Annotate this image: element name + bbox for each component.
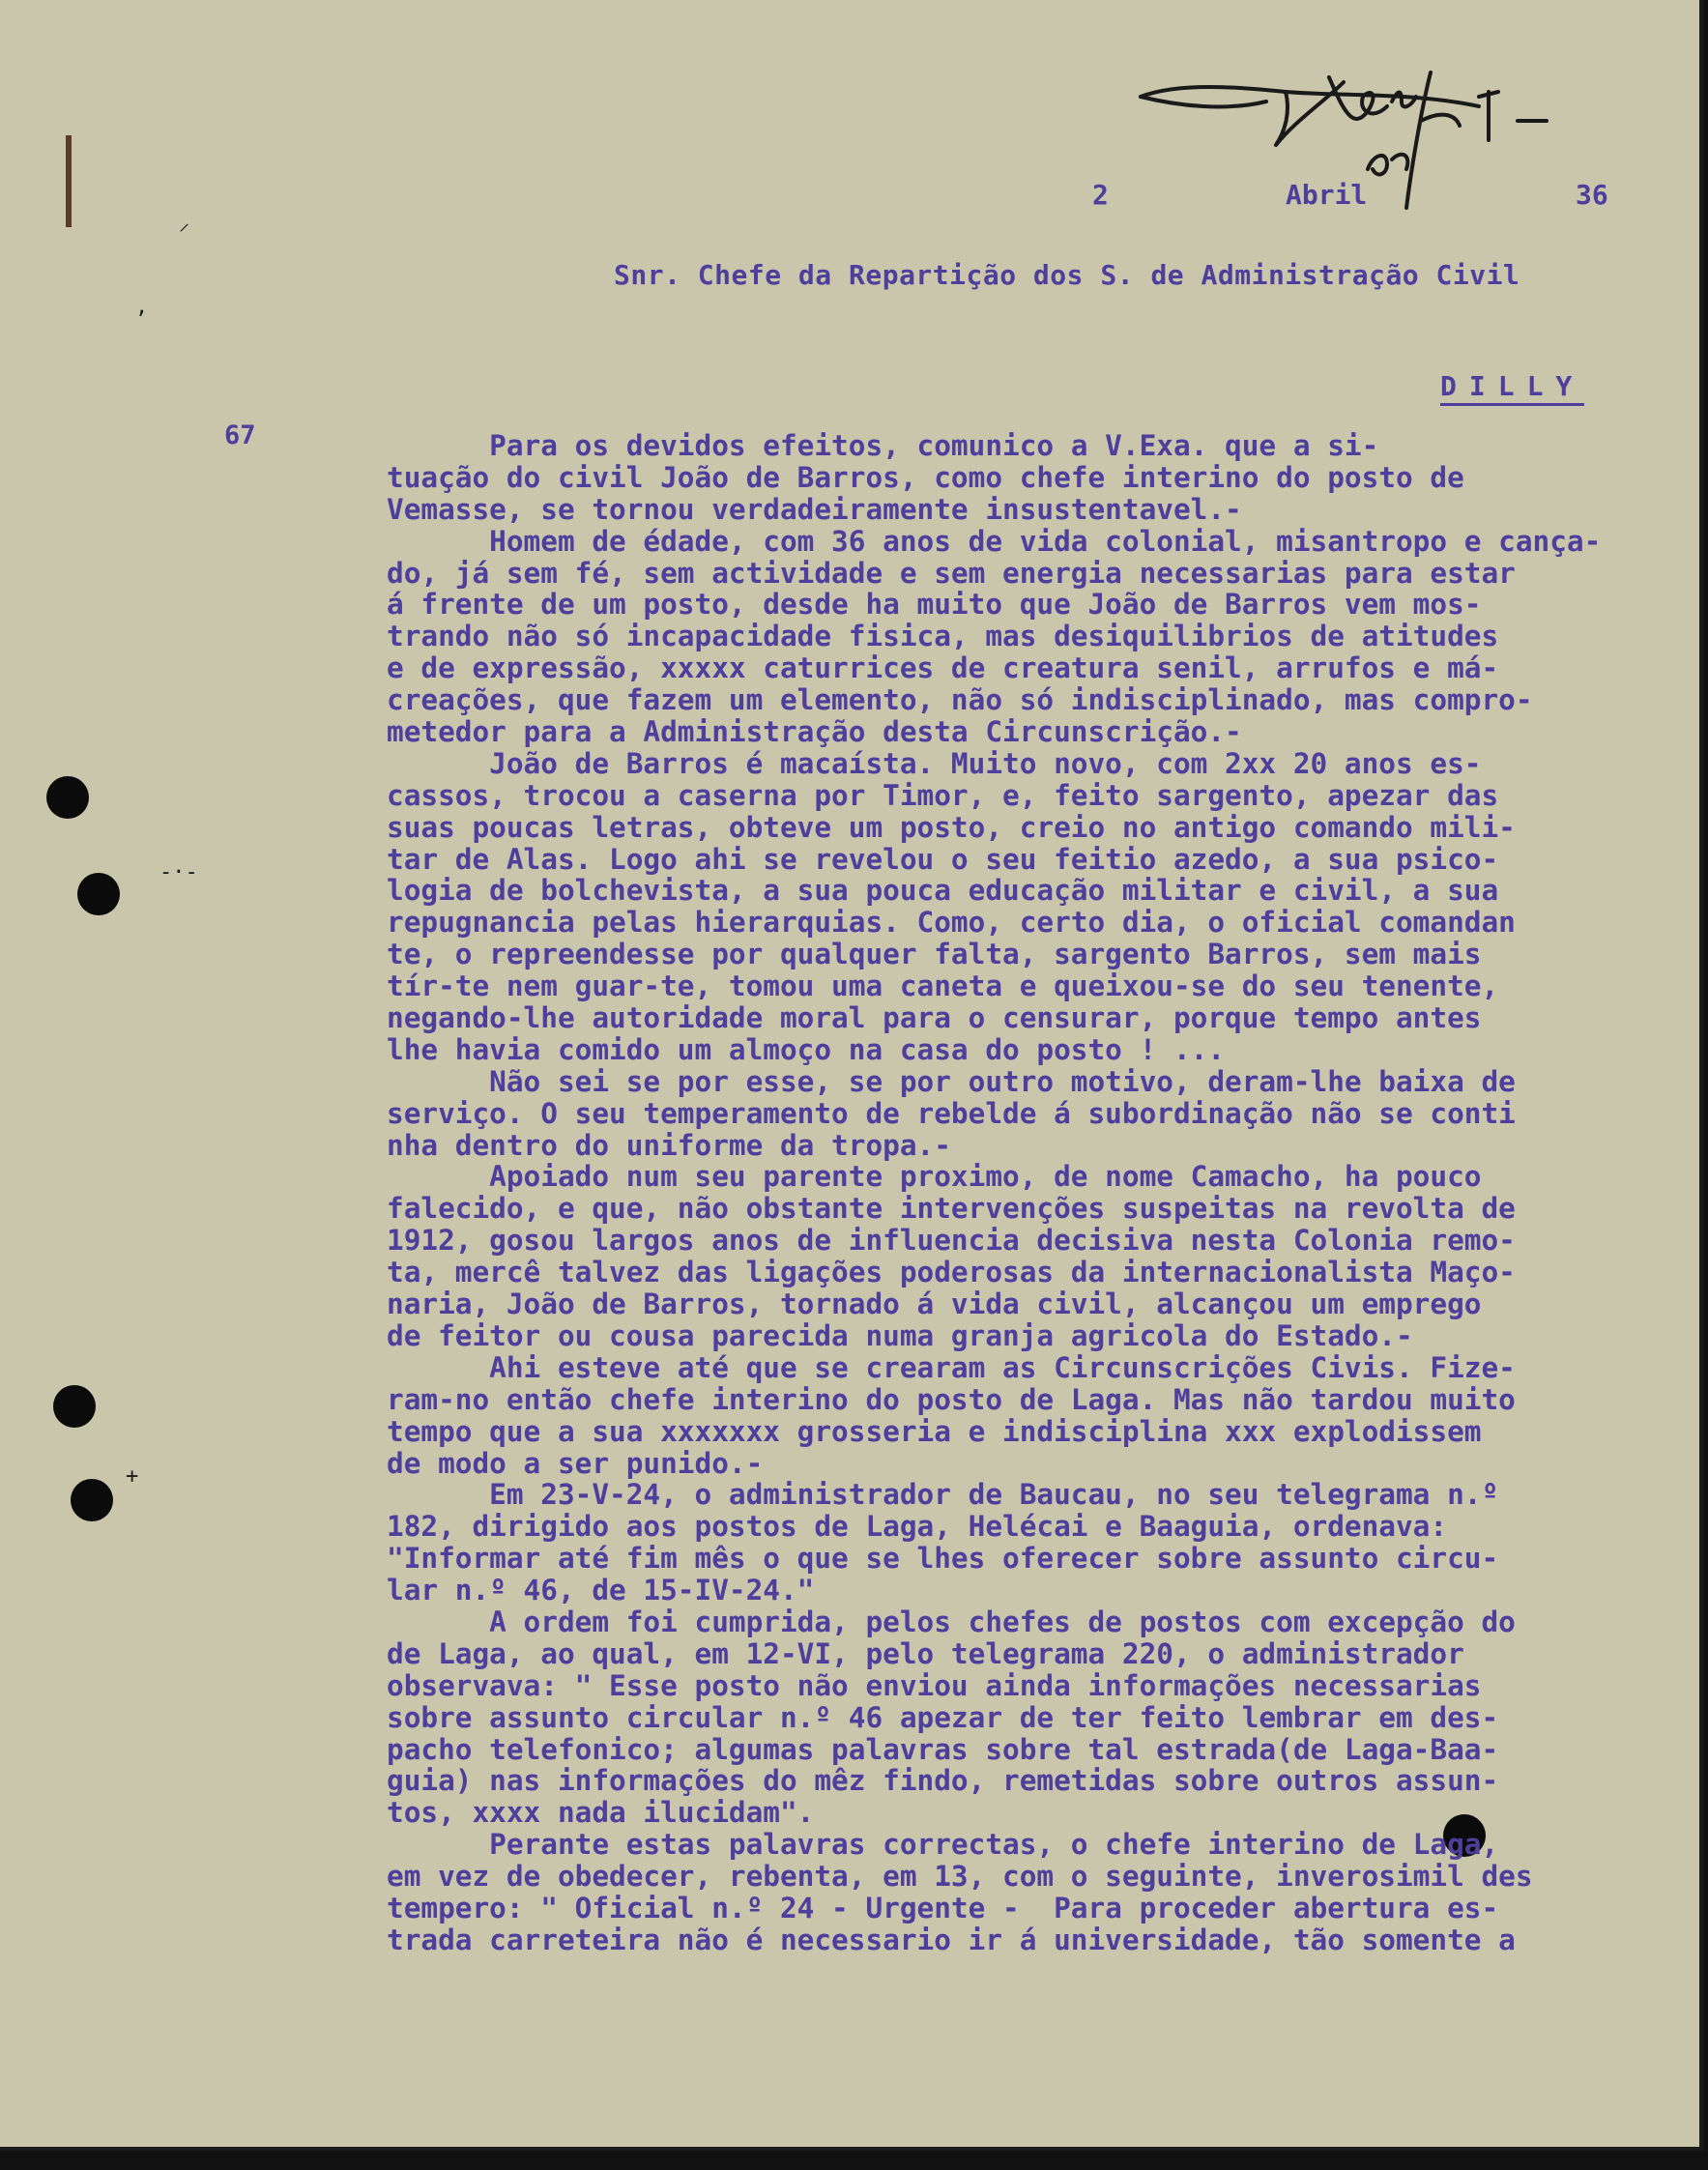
body-line: "Informar até fim mês o que se lhes oferecer sobre assunto circu- [387, 1542, 1499, 1576]
body-line: tempero: " Oficial n.º 24 - Urgente - Para proceder abertura es- [387, 1891, 1499, 1924]
body-line: pacho telefonico; algumas palavras sobre tal estrada(de Laga-Baa- [387, 1732, 1499, 1766]
body-line: suas poucas letras, obteve um posto, creio no antigo comando mili- [387, 810, 1516, 844]
body-line: Não sei se por esse, se por outro motivo, deram-lhe baixa de [387, 1064, 1516, 1098]
body-line: sobre assunto circular n.º 46 apezar de ter feito lembrar em des- [387, 1700, 1499, 1734]
punch-hole-2 [77, 873, 120, 915]
body-line: falecido, e que, não obstante intervenções suspeitas na revolta de [387, 1192, 1516, 1226]
body-line: naria, João de Barros, tornado á vida civil, alcançou um emprego [387, 1288, 1482, 1321]
body-line: guia) nas informações do mêz findo, remetidas sobre outros assun- [387, 1764, 1499, 1798]
body-line: tar de Alas. Logo ahi se revelou o seu feitio azedo, a sua psico- [387, 842, 1499, 876]
body-line: creações, que fazem um elemento, não só indisciplinado, mas compro- [387, 683, 1533, 717]
body-line: lar n.º 46, de 15-IV-24." [387, 1574, 815, 1607]
body-line: Perante estas palavras correctas, o chefe interino de Laga, [387, 1828, 1499, 1862]
body-line: Apoiado num seu parente proximo, de nome Camacho, ha pouco [387, 1160, 1482, 1194]
place-heading: DILLY [1440, 370, 1584, 406]
body-line: tuação do civil João de Barros, como chefe interino do posto de [387, 460, 1464, 494]
body-line: serviço. O seu temperamento de rebelde á subordinação não se conti [387, 1096, 1516, 1130]
margin-mark: + [126, 1464, 139, 1489]
handwritten-signature [1121, 53, 1682, 246]
date-month: Abril [1286, 179, 1368, 211]
body-line: de feitor ou cousa parecida numa granja agricola do Estado.- [387, 1318, 1413, 1352]
body-line: em vez de obedecer, rebenta, em 13, com o seguinte, inverosimil des [387, 1860, 1533, 1894]
body-line: ram-no então chefe interino do posto de Laga. Mas não tardou muito [387, 1382, 1516, 1416]
body-line: 1912, gosou largos anos de influencia decisiva nesta Colonia remo- [387, 1224, 1516, 1258]
body-line: e de expressão, xxxxx caturrices de creatura senil, arrufos e má- [387, 651, 1499, 685]
margin-mark: ⸝ [179, 212, 190, 236]
body-line: tempo que a sua xxxxxxx grosseria e indisciplina xxx explodissem [387, 1414, 1482, 1448]
addressee-line: Snr. Chefe da Repartição dos S. de Administração Civil [614, 259, 1520, 291]
date-day: 2 [1092, 179, 1109, 211]
body-line: tos, xxxx nada ilucidam". [387, 1796, 815, 1830]
body-line: ta, mercê talvez das ligações poderosas da internacionalista Maço- [387, 1256, 1516, 1289]
body-line: lhe havia comido um almoço na casa do posto ! ... [387, 1032, 1226, 1066]
rust-mark [66, 135, 72, 227]
margin-mark: -·- [159, 860, 198, 884]
body-line: de modo a ser punido.- [387, 1446, 764, 1480]
body-line: á frente de um posto, desde ha muito que João de Barros vem mos- [387, 588, 1482, 622]
body-line: trada carreteira não é necessario ir á universidade, tão somente a [387, 1923, 1516, 1956]
page-number: 67 [224, 420, 256, 450]
body-line: Ahi esteve até que se crearam as Circunscrições Civis. Fize- [387, 1350, 1516, 1384]
body-line: do, já sem fé, sem actividade e sem energia necessarias para estar [387, 556, 1516, 590]
punch-hole-4 [71, 1479, 113, 1521]
body-line: negando-lhe autoridade moral para o censurar, porque tempo antes [387, 1001, 1482, 1035]
punch-hole-3 [53, 1385, 96, 1428]
margin-mark: , [135, 295, 149, 319]
body-line: cassos, trocou a caserna por Timor, e, feito sargento, apezar das [387, 778, 1499, 812]
punch-hole-1 [46, 776, 89, 819]
body-line: A ordem foi cumprida, pelos chefes de postos com excepção do [387, 1605, 1516, 1638]
body-line: observava: " Esse posto não enviou ainda informações necessarias [387, 1668, 1482, 1702]
body-line: metedor para a Administração desta Circunscrição.- [387, 715, 1242, 749]
body-line: 182, dirigido aos postos de Laga, Helécai e Baaguia, ordenava: [387, 1510, 1448, 1544]
body-line: te, o repreendesse por qualquer falta, sargento Barros, sem mais [387, 938, 1482, 971]
body-line: João de Barros é macaísta. Muito novo, com 2xx 20 anos es- [387, 746, 1482, 780]
body-line: Homem de édade, com 36 anos de vida colonial, misantropo e cança- [387, 524, 1602, 558]
body-line: Para os devidos efeitos, comunico a V.Exa. que a si- [387, 430, 1379, 462]
body-line: trando não só incapacidade fisica, mas desiquilibrios de atitudes [387, 620, 1499, 653]
letter-body [387, 430, 1682, 2015]
body-line: nha dentro do uniforme da tropa.- [387, 1128, 951, 1162]
date-year: 36 [1576, 179, 1608, 211]
body-line: logia de bolchevista, a sua pouca educação militar e civil, a sua [387, 874, 1499, 908]
body-line: tír-te nem guar-te, tomou uma caneta e queixou-se do seu tenente, [387, 969, 1499, 1003]
body-line: repugnancia pelas hierarquias. Como, certo dia, o oficial comandan [387, 906, 1516, 940]
body-line: Em 23-V-24, o administrador de Baucau, no seu telegrama n.º [387, 1478, 1499, 1512]
body-line: Vemasse, se tornou verdadeiramente insustentavel.- [387, 492, 1242, 526]
body-line: de Laga, ao qual, em 12-VI, pelo telegrama 220, o administrador [387, 1636, 1464, 1670]
